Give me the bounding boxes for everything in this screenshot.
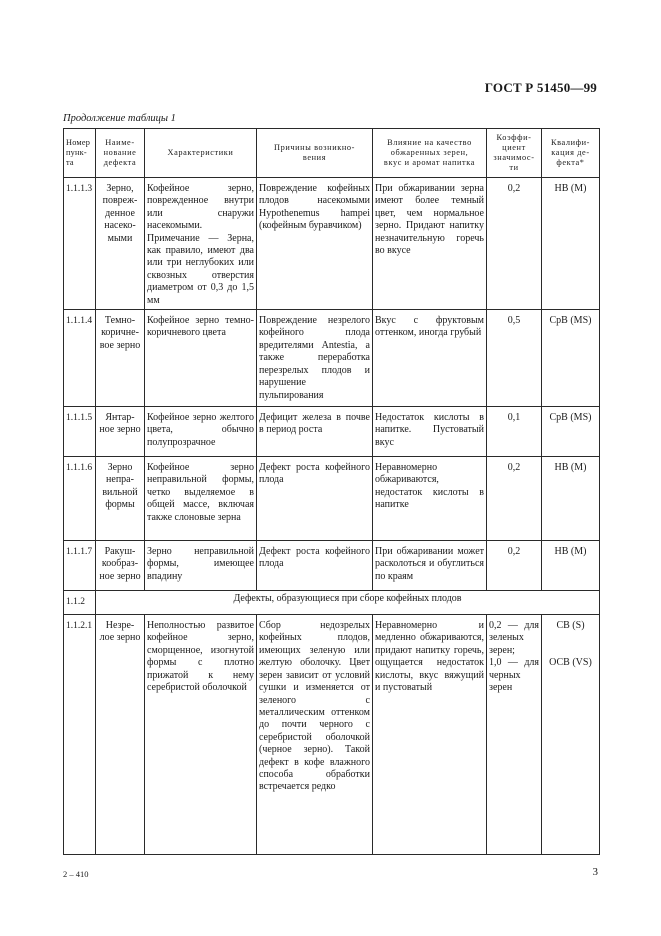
table-row (64, 310, 600, 407)
defect-classification: НВ (М) (542, 178, 600, 310)
header-classification: Квалифи- кация де- фекта* (542, 129, 600, 178)
header-coefficient: Коэффи- циент значимос- ти (487, 129, 542, 178)
defect-coefficient: 0,1 (487, 407, 542, 457)
header-influence: Влияние на качество обжаренных зерен, вкус и аромат напитка (373, 129, 487, 178)
defect-classification: НВ (М) (542, 541, 600, 591)
defect-cause: Дефект роста кофейного плода (257, 541, 373, 591)
defect-classification: СрВ (MS) (542, 310, 600, 407)
section-row (64, 591, 600, 615)
defect-characteristics: Кофейное зерно темно-коричневого цвета (145, 310, 257, 407)
defect-name: Янтар- ное зерно (96, 407, 145, 457)
table-row (64, 178, 600, 310)
defect-cause: Сбор недозрелых кофейных плодов, имеющих зеленую или желтую оболочку. Цвет зерен зависит от условий сушки и изменяется от зеленого с металлическим оттенком до почти черного с серебристой оболочкой (черное зерно). Такой дефект в кофе влажного способа обработки встречается редко (257, 615, 373, 855)
row-number: 1.1.1.6 (64, 457, 96, 541)
row-number: 1.1.2.1 (64, 615, 96, 855)
row-number: 1.1.1.3 (64, 178, 96, 310)
defect-name: Незре- лое зерно (96, 615, 145, 855)
defect-influence: Вкус с фруктовым оттенком, иногда грубый (373, 310, 487, 407)
table-continuation-caption: Продолжение таблицы 1 (63, 113, 176, 124)
defect-influence: Недостаток кислоты в напитке. Пустоватый вкус (373, 407, 487, 457)
defect-name: Зерно непра- вильной формы (96, 457, 145, 541)
defects-table (63, 128, 600, 855)
defect-cause: Повреждение кофейных плодов насекомыми Hypothenemus hampei (кофейным буравчиком) (257, 178, 373, 310)
row-number: 1.1.1.5 (64, 407, 96, 457)
table-row (64, 541, 600, 591)
header-characteristics: Характеристики (145, 129, 257, 178)
standard-code: ГОСТ Р 51450—99 (484, 80, 597, 95)
table-row (64, 615, 600, 855)
defect-classification: СрВ (MS) (542, 407, 600, 457)
header-defect-name: Наиме- нование дефекта (96, 129, 145, 178)
defect-coefficient: 0,2 — для зеленых зерен; 1,0 — для черных зерен (487, 615, 542, 855)
row-number: 1.1.1.7 (64, 541, 96, 591)
defect-name: Зерно, повреж- денное насеко- мыми (96, 178, 145, 310)
table-row (64, 407, 600, 457)
defect-influence: При обжаривании может расколоться и обуглиться по краям (373, 541, 487, 591)
defect-cause: Повреждение незрелого кофейного плода вредителями Antestia, а также переработка перезрелых плодов и нарушение пульпирования (257, 310, 373, 407)
table-header-row (64, 129, 600, 178)
defect-coefficient: 0,2 (487, 457, 542, 541)
defect-name: Темно- коричне- вое зерно (96, 310, 145, 407)
row-number: 1.1.1.4 (64, 310, 96, 407)
defect-influence: Неравномерно и медленно обжариваются, придают напитку горечь, ощущается недостаток кислоты, вкус вяжущий и пустоватый (373, 615, 487, 855)
page-number: 3 (592, 866, 598, 878)
defect-classification: СВ (S) ОСВ (VS) (542, 615, 600, 855)
print-code: 2 – 410 (63, 869, 89, 879)
defect-characteristics: Кофейное зерно желтого цвета, обычно полупрозрачное (145, 407, 257, 457)
defect-name: Ракуш- кообраз- ное зерно (96, 541, 145, 591)
defect-cause: Дефект роста кофейного плода (257, 457, 373, 541)
defect-characteristics: Зерно неправильной формы, имеющее впадину (145, 541, 257, 591)
defect-influence: Неравномерно обжариваются, недостаток кислоты в напитке (373, 457, 487, 541)
defect-characteristics: Кофейное зерно неправильной формы, четко выделяемое в общей массе, включая также слоновые зерна (145, 457, 257, 541)
defect-coefficient: 0,2 (487, 178, 542, 310)
section-number: 1.1.2 (64, 591, 96, 615)
defect-characteristics: Неполностью развитое кофейное зерно, сморщенное, изогнутой формы с плотно прижатой к нему серебристой оболочкой (145, 615, 257, 855)
header-number: Номер пунк- та (64, 129, 96, 178)
section-title: Дефекты, образующиеся при сборе кофейных плодов (96, 591, 600, 615)
defect-coefficient: 0,5 (487, 310, 542, 407)
table-row (64, 457, 600, 541)
defect-influence: При обжаривании зерна имеют более темный цвет, чем нормальное зерно. Придают напитку незначительную горечь во вкусе (373, 178, 487, 310)
defect-coefficient: 0,2 (487, 541, 542, 591)
defect-characteristics: Кофейное зерно, поврежденное внутри или снаружи насекомыми. Примечание — Зерна, как правило, имеют два или три неглубоких или сквозных отверстия диаметром от 0,3 до 1,5 мм (145, 178, 257, 310)
header-causes: Причины возникно- вения (257, 129, 373, 178)
defect-cause: Дефицит железа в почве в период роста (257, 407, 373, 457)
defect-classification: НВ (М) (542, 457, 600, 541)
